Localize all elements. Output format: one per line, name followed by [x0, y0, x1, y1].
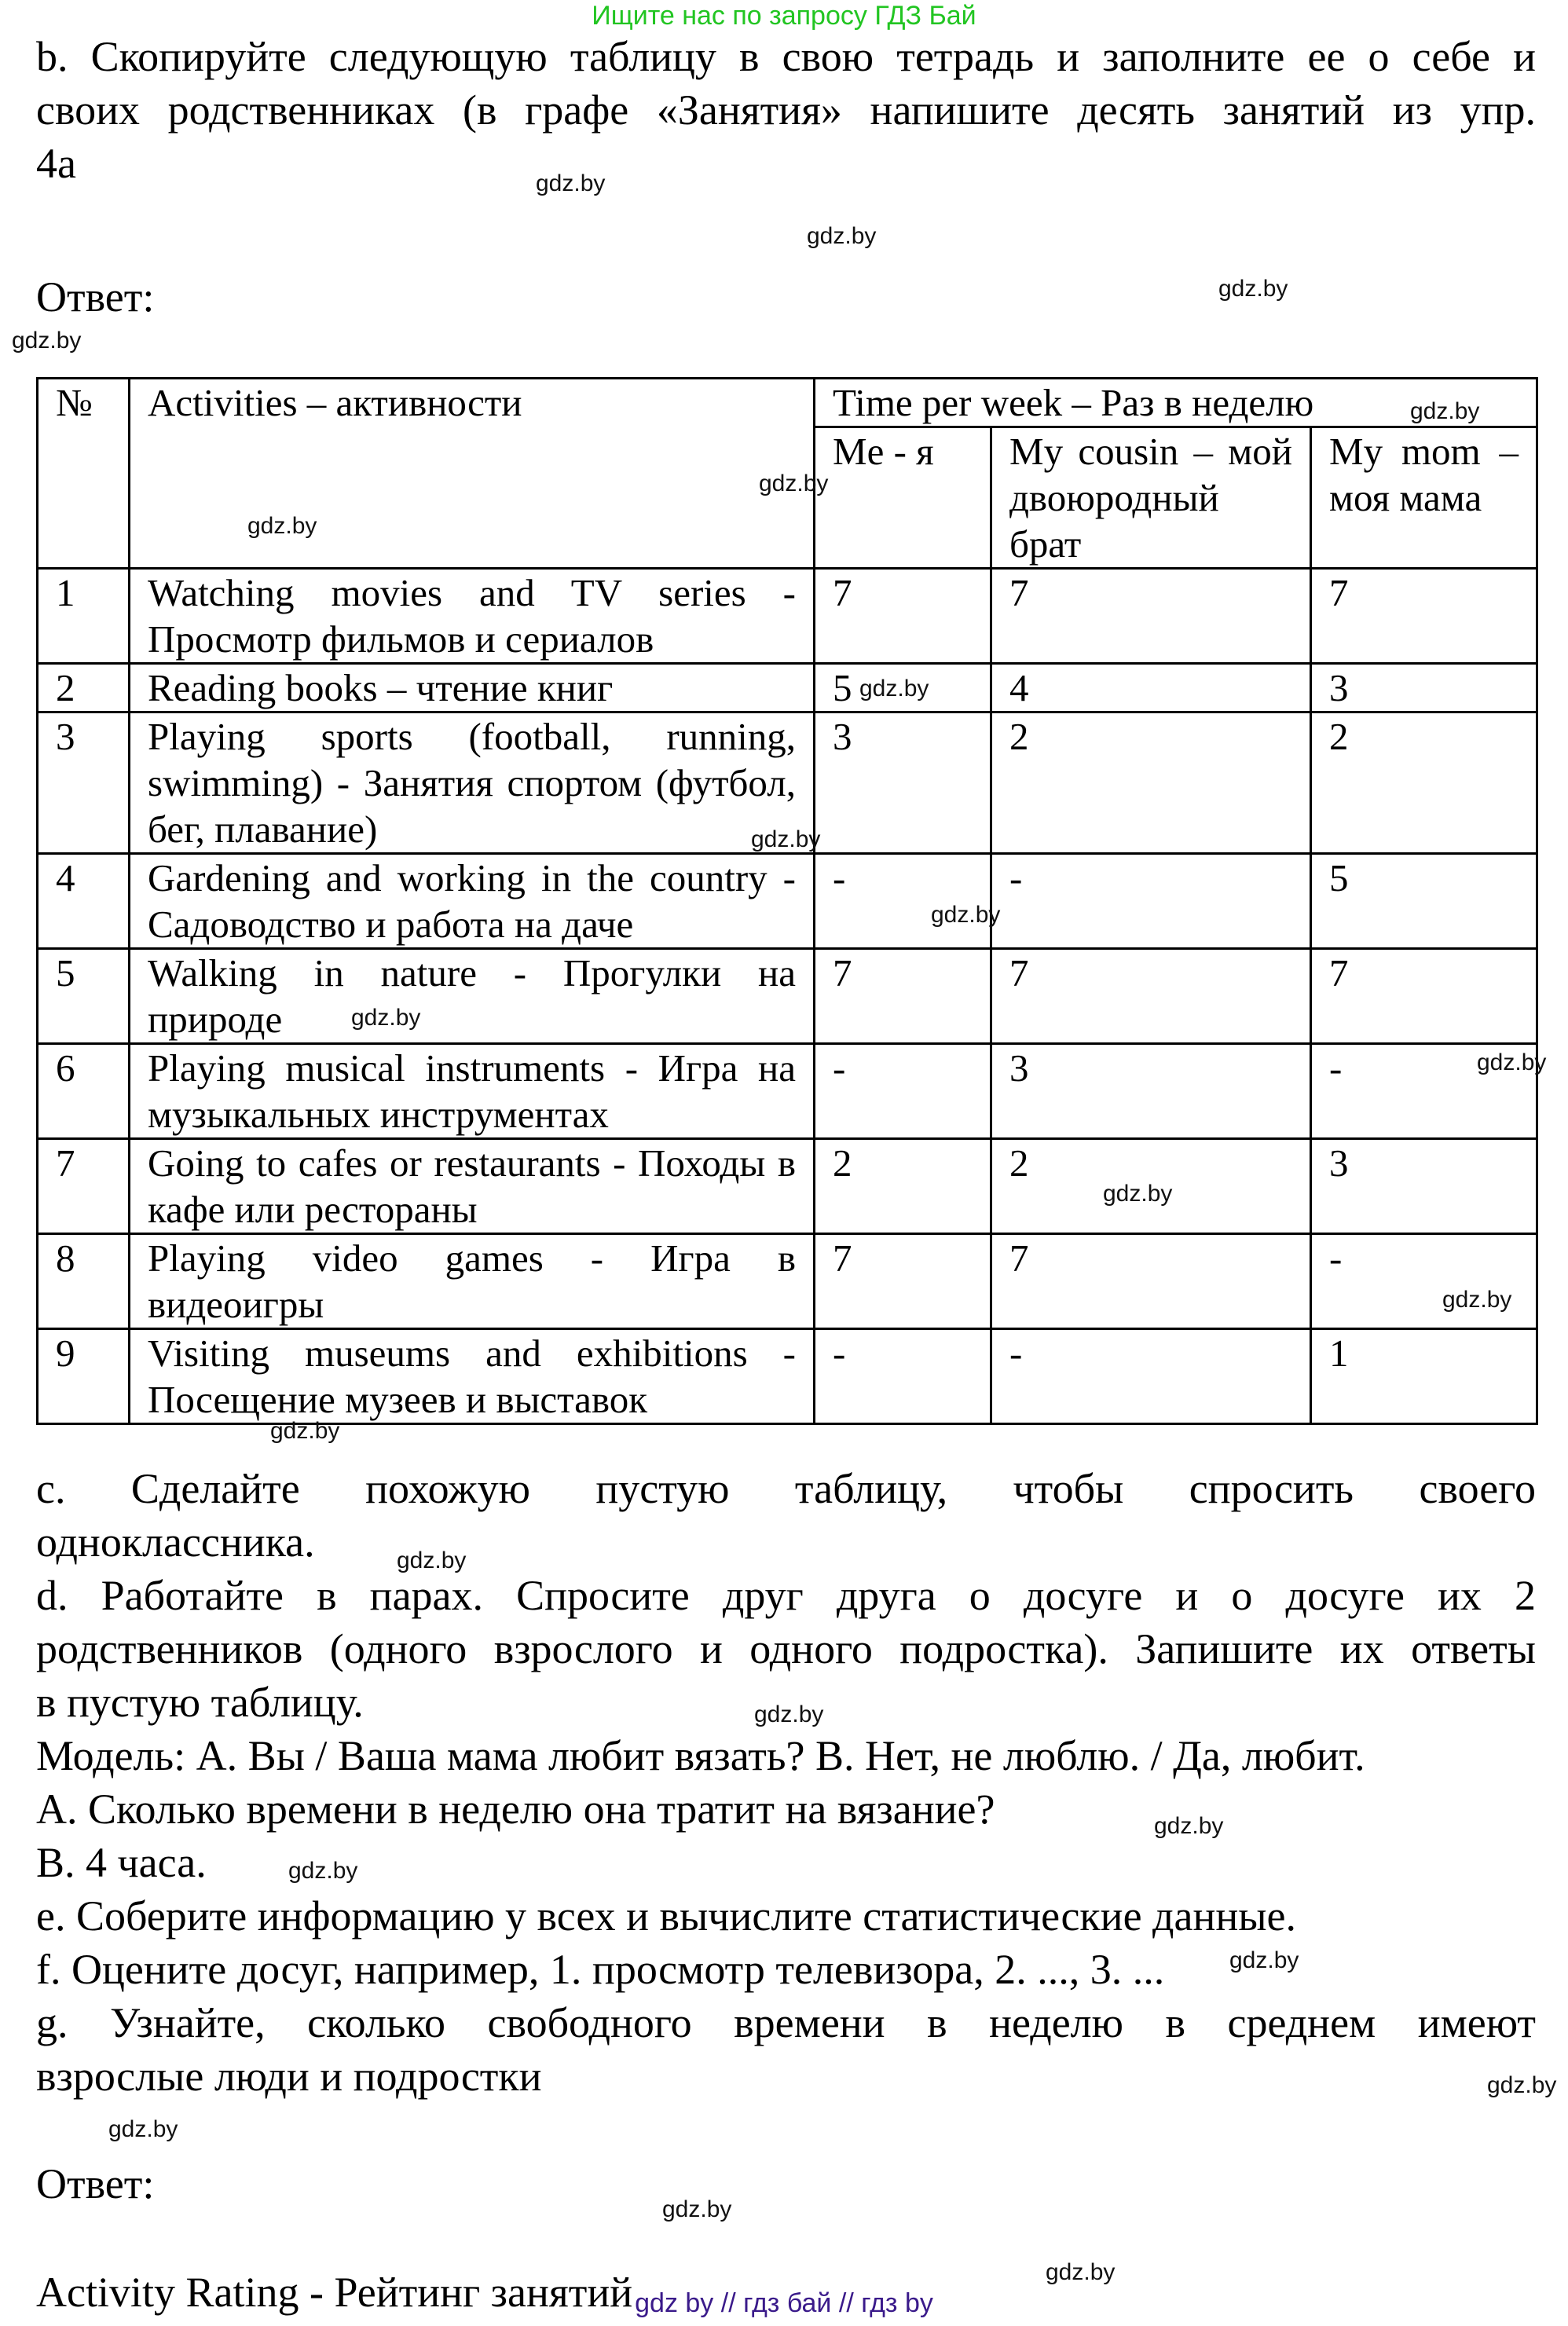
- answer-label: Ответ:: [36, 2160, 155, 2207]
- watermark: gdz.by: [759, 471, 829, 496]
- cousin-value: -: [991, 1329, 1311, 1424]
- row-number: 4: [38, 854, 130, 949]
- activity-line: Просмотр фильмов и сериалов: [148, 617, 654, 661]
- watermark: gdz.by: [1442, 1287, 1512, 1313]
- mom-value: 5: [1311, 854, 1537, 949]
- cousin-value: 4: [991, 664, 1311, 712]
- mom-value: -: [1311, 1044, 1537, 1139]
- header-line: двоюродный: [1009, 476, 1219, 519]
- table-row: [38, 1329, 1537, 1424]
- task-line: в пустую таблицу.: [36, 1679, 364, 1726]
- me-value: 7: [815, 569, 991, 664]
- table-row: [38, 854, 1537, 949]
- me-value: -: [815, 854, 991, 949]
- activity-line: Walking in nature - Прогулки на: [148, 951, 796, 995]
- header-cousin: [991, 427, 1311, 569]
- header-me: [815, 427, 991, 569]
- cousin-value: 2: [991, 712, 1311, 854]
- row-number: 1: [38, 569, 130, 664]
- cousin-value: 7: [991, 949, 1311, 1044]
- watermark: gdz.by: [1229, 1947, 1299, 1973]
- task-line: родственников (одного взрослого и одного подростка). Запишите их ответы: [36, 1625, 1536, 1672]
- header-line: брат: [1009, 522, 1082, 566]
- watermark: gdz.by: [12, 328, 82, 353]
- table-row: [38, 664, 1537, 712]
- activity-cell: [130, 712, 815, 854]
- activity-cell: [130, 569, 815, 664]
- activity-cell: [130, 949, 815, 1044]
- activity-line: Садоводство и работа на даче: [148, 903, 634, 946]
- table-row: [38, 569, 1537, 664]
- activity-line: Visiting museums and exhibitions -: [148, 1331, 796, 1375]
- mom-value: 1: [1311, 1329, 1537, 1424]
- cousin-value: 3: [991, 1044, 1311, 1139]
- watermark: gdz.by: [1477, 1049, 1547, 1075]
- task-line: Модель: А. Вы / Ваша мама любит вязать? В. Нет, не люблю. / Да, любит.: [36, 1732, 1365, 1779]
- header-activities: Activities – активности: [130, 379, 815, 569]
- watermark: gdz.by: [931, 902, 1001, 928]
- activity-line: Playing musical instruments - Игра на: [148, 1046, 796, 1090]
- header-time-per-week: Time per week – Раз в неделю: [815, 379, 1537, 427]
- cousin-value: 7: [991, 1234, 1311, 1329]
- activity-line: swimming) - Занятия спортом (футбол,: [148, 761, 796, 804]
- watermark: gdz.by: [751, 826, 821, 852]
- cousin-value: 7: [991, 569, 1311, 664]
- me-value: -: [815, 1044, 991, 1139]
- activity-line: бег, плавание): [148, 808, 378, 851]
- header-mom: [1311, 427, 1537, 569]
- row-number: 6: [38, 1044, 130, 1139]
- activity-cell: [130, 854, 815, 949]
- watermark: gdz.by: [108, 2116, 178, 2142]
- task-b-line: 4a: [36, 140, 76, 187]
- watermark: gdz.by: [270, 1418, 340, 1444]
- activity-line: Going to cafes or restaurants - Походы в: [148, 1141, 796, 1185]
- header-banner[interactable]: Ищите нас по запросу ГДЗ Бай: [592, 1, 976, 31]
- task-line: g. Узнайте, сколько свободного времени в неделю в среднем имеют: [36, 1999, 1536, 2046]
- me-value: -: [815, 1329, 991, 1424]
- task-line: взрослые люди и подростки: [36, 2053, 542, 2100]
- watermark: gdz.by: [662, 2196, 732, 2222]
- table-row: [38, 1044, 1537, 1139]
- watermark: gdz.by: [247, 513, 317, 539]
- me-value: 2: [815, 1139, 991, 1234]
- cousin-value: 2: [991, 1139, 1311, 1234]
- watermark: gdz.by: [1410, 398, 1480, 424]
- mom-value: 7: [1311, 569, 1537, 664]
- answer-label: Ответ:: [36, 273, 155, 321]
- watermark: gdz.by: [351, 1005, 421, 1031]
- footer-links[interactable]: gdz by // гдз бай // гдз by: [635, 2288, 933, 2318]
- activity-line: музыкальных инструментах: [148, 1093, 609, 1136]
- watermark: gdz.by: [859, 676, 929, 701]
- activity-cell: [130, 664, 815, 712]
- task-line: e. Соберите информацию у всех и вычислите статистические данные.: [36, 1892, 1297, 1940]
- header-line: Me - я: [833, 430, 934, 473]
- activity-line: видеоигры: [148, 1283, 324, 1326]
- mom-value: 3: [1311, 1139, 1537, 1234]
- row-number: 5: [38, 949, 130, 1044]
- activity-cell: [130, 1329, 815, 1424]
- mom-value: -: [1311, 1234, 1537, 1329]
- task-line: одноклассника.: [36, 1518, 315, 1566]
- activity-line: кафе или рестораны: [148, 1188, 478, 1231]
- task-line: c. Сделайте похожую пустую таблицу, чтобы спросить своего: [36, 1465, 1536, 1512]
- activity-line: Playing video games - Игра в: [148, 1236, 796, 1280]
- table-row: [38, 1139, 1537, 1234]
- table-row: [38, 949, 1537, 1044]
- activity-rating-title: Activity Rating - Рейтинг занятий: [36, 2269, 633, 2316]
- activity-line: Посещение музеев и выставок: [148, 1378, 648, 1421]
- me-value: 3: [815, 712, 991, 854]
- row-number: 2: [38, 664, 130, 712]
- header-line: My cousin – мой: [1009, 430, 1292, 473]
- table-row: [38, 1234, 1537, 1329]
- activity-line: Reading books – чтение книг: [148, 666, 614, 709]
- task-line: f. Оцените досуг, например, 1. просмотр телевизора, 2. ..., 3. ...: [36, 1946, 1165, 1993]
- activity-cell: [130, 1139, 815, 1234]
- watermark: gdz.by: [397, 1548, 467, 1573]
- activity-cell: [130, 1234, 815, 1329]
- row-number: 8: [38, 1234, 130, 1329]
- task-b-line: своих родственниках (в графе «Занятия» напишите десять занятий из упр.: [36, 86, 1536, 134]
- activity-line: Gardening and working in the country -: [148, 856, 796, 899]
- header-line: моя мама: [1329, 476, 1482, 519]
- task-line: d. Работайте в парах. Спросите друг друга о досуге и о досуге их 2: [36, 1572, 1536, 1619]
- watermark: gdz.by: [1046, 2259, 1116, 2285]
- task-b-text: [36, 30, 1536, 190]
- row-number: 9: [38, 1329, 130, 1424]
- mom-value: 7: [1311, 949, 1537, 1044]
- watermark: gdz.by: [1487, 2072, 1557, 2098]
- activity-line: Playing sports (football, running,: [148, 715, 796, 758]
- watermark: gdz.by: [807, 223, 877, 249]
- row-number: 7: [38, 1139, 130, 1234]
- header-num: №: [38, 379, 130, 569]
- me-value: 7: [815, 1234, 991, 1329]
- header-line: My mom –: [1329, 430, 1519, 473]
- watermark: gdz.by: [1154, 1813, 1224, 1839]
- tasks-c-to-g: [36, 1462, 1536, 2103]
- watermark: gdz.by: [288, 1858, 358, 1884]
- activity-line: природе: [148, 998, 283, 1041]
- me-value: 5: [815, 664, 991, 712]
- row-number: 3: [38, 712, 130, 854]
- task-b-line: b. Скопируйте следующую таблицу в свою тетрадь и заполните ее о себе и: [36, 33, 1536, 80]
- mom-value: 3: [1311, 664, 1537, 712]
- watermark: gdz.by: [1103, 1181, 1173, 1207]
- activity-line: Watching movies and TV series -: [148, 571, 796, 614]
- mom-value: 2: [1311, 712, 1537, 854]
- cousin-value: -: [991, 854, 1311, 949]
- task-line: В. 4 часа.: [36, 1839, 207, 1886]
- activity-cell: [130, 1044, 815, 1139]
- task-line: А. Сколько времени в неделю она тратит на вязание?: [36, 1786, 995, 1833]
- me-value: 7: [815, 949, 991, 1044]
- watermark: gdz.by: [1218, 276, 1288, 302]
- watermark: gdz.by: [754, 1701, 824, 1727]
- watermark: gdz.by: [536, 170, 606, 196]
